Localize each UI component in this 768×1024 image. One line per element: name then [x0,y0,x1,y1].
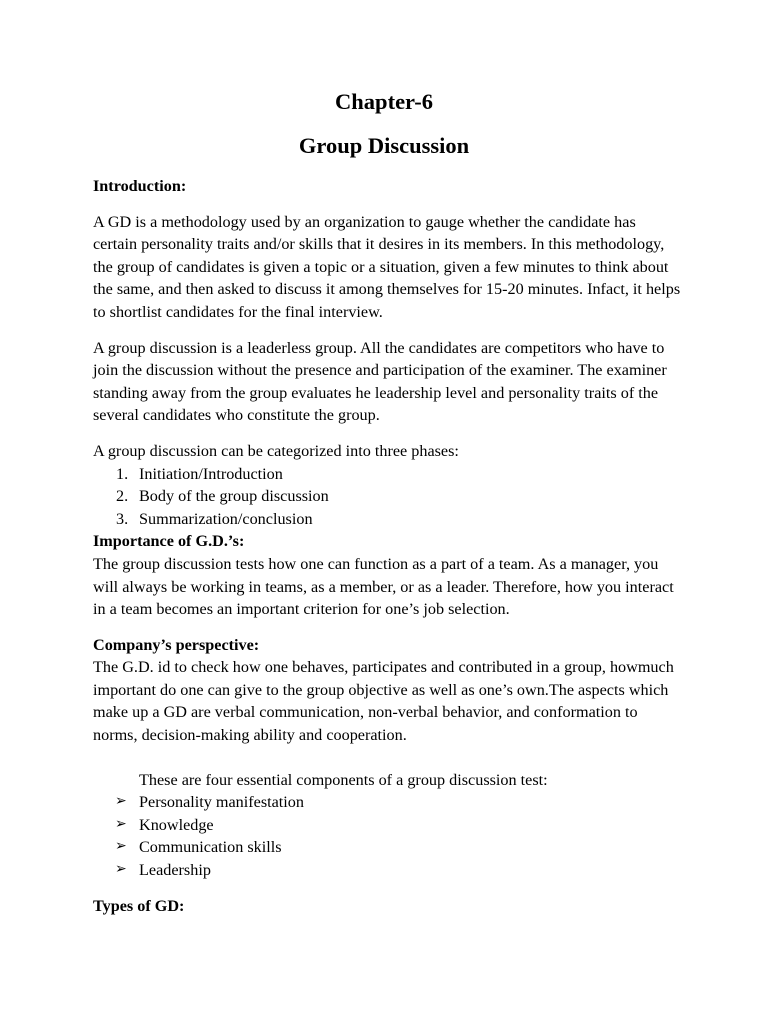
spacer [93,198,683,211]
importance-paragraph: The group discussion tests how one can function as a part of a team. As a manager, you will always be working in teams, as a member, or as a leader. Therefore, how you interact in a team becomes an important criterion for one’s job selection. [93,554,674,619]
importance-heading: Importance of G.D.’s: [93,532,245,551]
components-list [93,791,683,881]
list-item-text: Body of the group discussion [139,487,329,506]
introduction-paragraph-2: A group discussion is a leaderless group. All the candidates are competitors who have to join the discussion without the presence and participation of the examiner. The examiner standing away from the group evaluates he leadership level and personality traits of the several candidates who constitute the group. [93,338,667,425]
company-perspective-heading: Company’s perspective: [93,635,260,654]
components-intro: These are four essential components of a group discussion test: [139,770,548,789]
spacer [93,882,683,895]
arrow-bullet-icon: ➢ [115,816,127,832]
list-item-text: Summarization/conclusion [139,509,313,528]
arrow-bullet-icon: ➢ [115,862,127,878]
introduction-heading: Introduction: [93,177,187,195]
list-item [93,859,683,882]
types-heading: Types of GD: [93,896,185,915]
list-item [93,836,683,859]
spacer [93,324,683,337]
list-item-text: Initiation/Introduction [139,464,283,483]
list-number: 1. [116,464,129,483]
introduction-paragraph-1: A GD is a methodology used by an organization to gauge whether the candidate has certain personality traits and/or skills that it desires in its members. In this methodology, the group of candidates is given a topic or a situation, given a few minutes to think about the same, and then asked to discuss it among themselves for 15-20 minutes. Infact, it helps to shortlist candidates for the final interview. [93,212,681,321]
list-item-text: Personality manifestation [139,793,304,812]
section-title: Group Discussion [298,133,470,158]
spacer [93,427,683,440]
list-number: 2. [116,487,129,506]
list-item [93,508,683,531]
phases-intro: A group discussion can be categorized into three phases: [93,441,459,460]
document-body [93,175,683,917]
list-number: 3. [116,509,129,528]
arrow-bullet-icon: ➢ [115,794,127,810]
list-item [93,463,683,486]
phases-list [93,463,683,531]
list-item [93,485,683,508]
arrow-bullet-icon: ➢ [115,839,127,855]
chapter-title: Chapter-6 [335,89,433,114]
list-item-text: Leadership [139,861,211,880]
spacer [93,621,683,634]
list-item [93,791,683,814]
list-item-text: Knowledge [139,815,214,834]
company-perspective-paragraph: The G.D. id to check how one behaves, participates and contributed in a group, howmuch important do one can give to the group objective as well as one’s own.The aspects which make up a GD are verbal communication, non-verbal behavior, and conformation to norms, decision-making ability and cooperation. [93,658,674,745]
list-item [93,814,683,837]
spacer [93,747,683,769]
list-item-text: Communication skills [139,838,282,857]
